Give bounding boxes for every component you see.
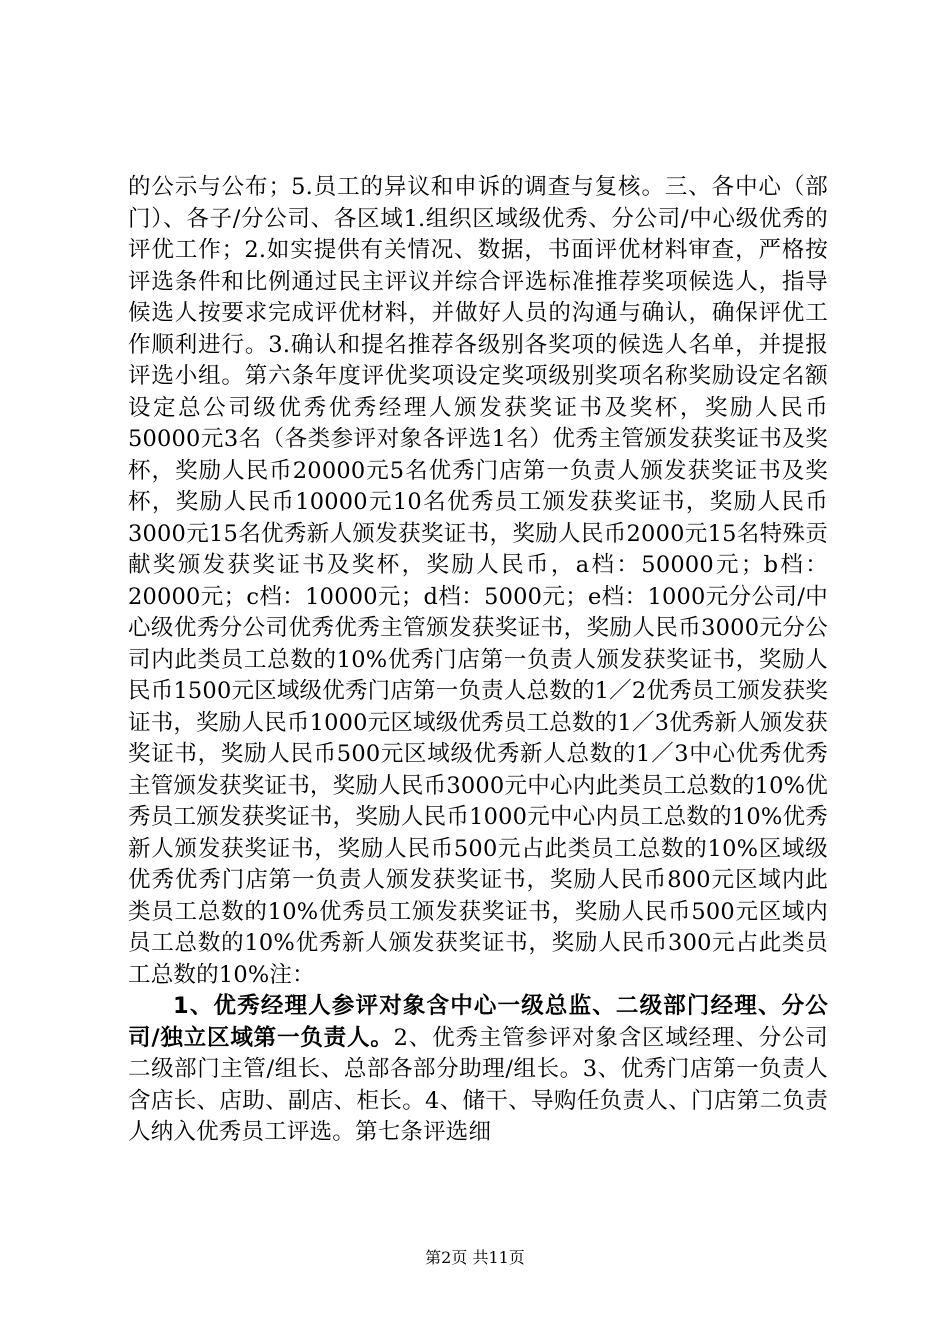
note-1-bold: 1、优秀经理人参评对象含中心一级总监、二级部门经理、分公司/独立区域第一负责人。 <box>128 993 828 1051</box>
document-body <box>128 172 828 1149</box>
note-rest: 2、优秀主管参评对象含区域经理、分公司二级部门主管/组长、总部各部分助理/组长。3、优秀门店第一负责人含店长、店助、副店、柜长。4、储干、导购任负责人、门店第二负责人纳入优秀员工评选。第七条评选细 <box>128 1024 828 1145</box>
page-footer: 第2页 共11页 <box>425 1248 525 1267</box>
notes-paragraph <box>128 991 828 1149</box>
main-paragraph: 的公示与公布；5.员工的异议和申诉的调查与复核。三、各中心（部门）、各子/分公司、各区域1.组织区域级优秀、分公司/中心级优秀的评优工作；2.如实提供有关情况、数据，书面评优材料审查，严格按评选条件和比例通过民主评议并综合评选标准推荐奖项候选人，指导候选人按要求完成评优材料，并做好人员的沟通与确认，确保评优工作顺利进行。3.确认和提名推荐各级别各奖项的候选人名单，并提报评选小组。第六条年度评优奖项设定奖项级别奖项名称奖励设定名额设定总公司级优秀优秀经理人颁发获奖证书及奖杯，奖励人民币50000元3名（各类参评对象各评选1名）优秀主管颁发获奖证书及奖杯，奖励人民币20000元5名优秀门店第一负责人颁发获奖证书及奖杯，奖励人民币10000元10名优秀员工颁发获奖证书，奖励人民币3000元15名优秀新人颁发获奖证书，奖励人民币2000元15名特殊贡献奖颁发获奖证书及奖杯，奖励人民币，a档：50000元；b档：20000元；c档：10000元；d档：5000元；e档：1000元分公司/中心级优秀分公司优秀优秀主管颁发获奖证书，奖励人民币3000元分公司内此类员工总数的10%优秀门店第一负责人颁发获奖证书，奖励人民币1500元区域级优秀门店第一负责人总数的1／2优秀员工颁发获奖证书，奖励人民币1000元区域级优秀员工总数的1／3优秀新人颁发获奖证书，奖励人民币500元区域级优秀新人总数的1／3中心优秀优秀主管颁发获奖证书，奖励人民币3000元中心内此类员工总数的10%优秀员工颁发获奖证书，奖励人民币1000元中心内员工总数的10%优秀新人颁发获奖证书，奖励人民币500元占此类员工总数的10%区域级优秀优秀门店第一负责人颁发获奖证书，奖励人民币800元区域内此类员工总数的10%优秀员工颁发获奖证书，奖励人民币500元区域内员工总数的10%优秀新人颁发获奖证书，奖励人民币300元占此类员工总数的10%注： <box>128 174 828 988</box>
